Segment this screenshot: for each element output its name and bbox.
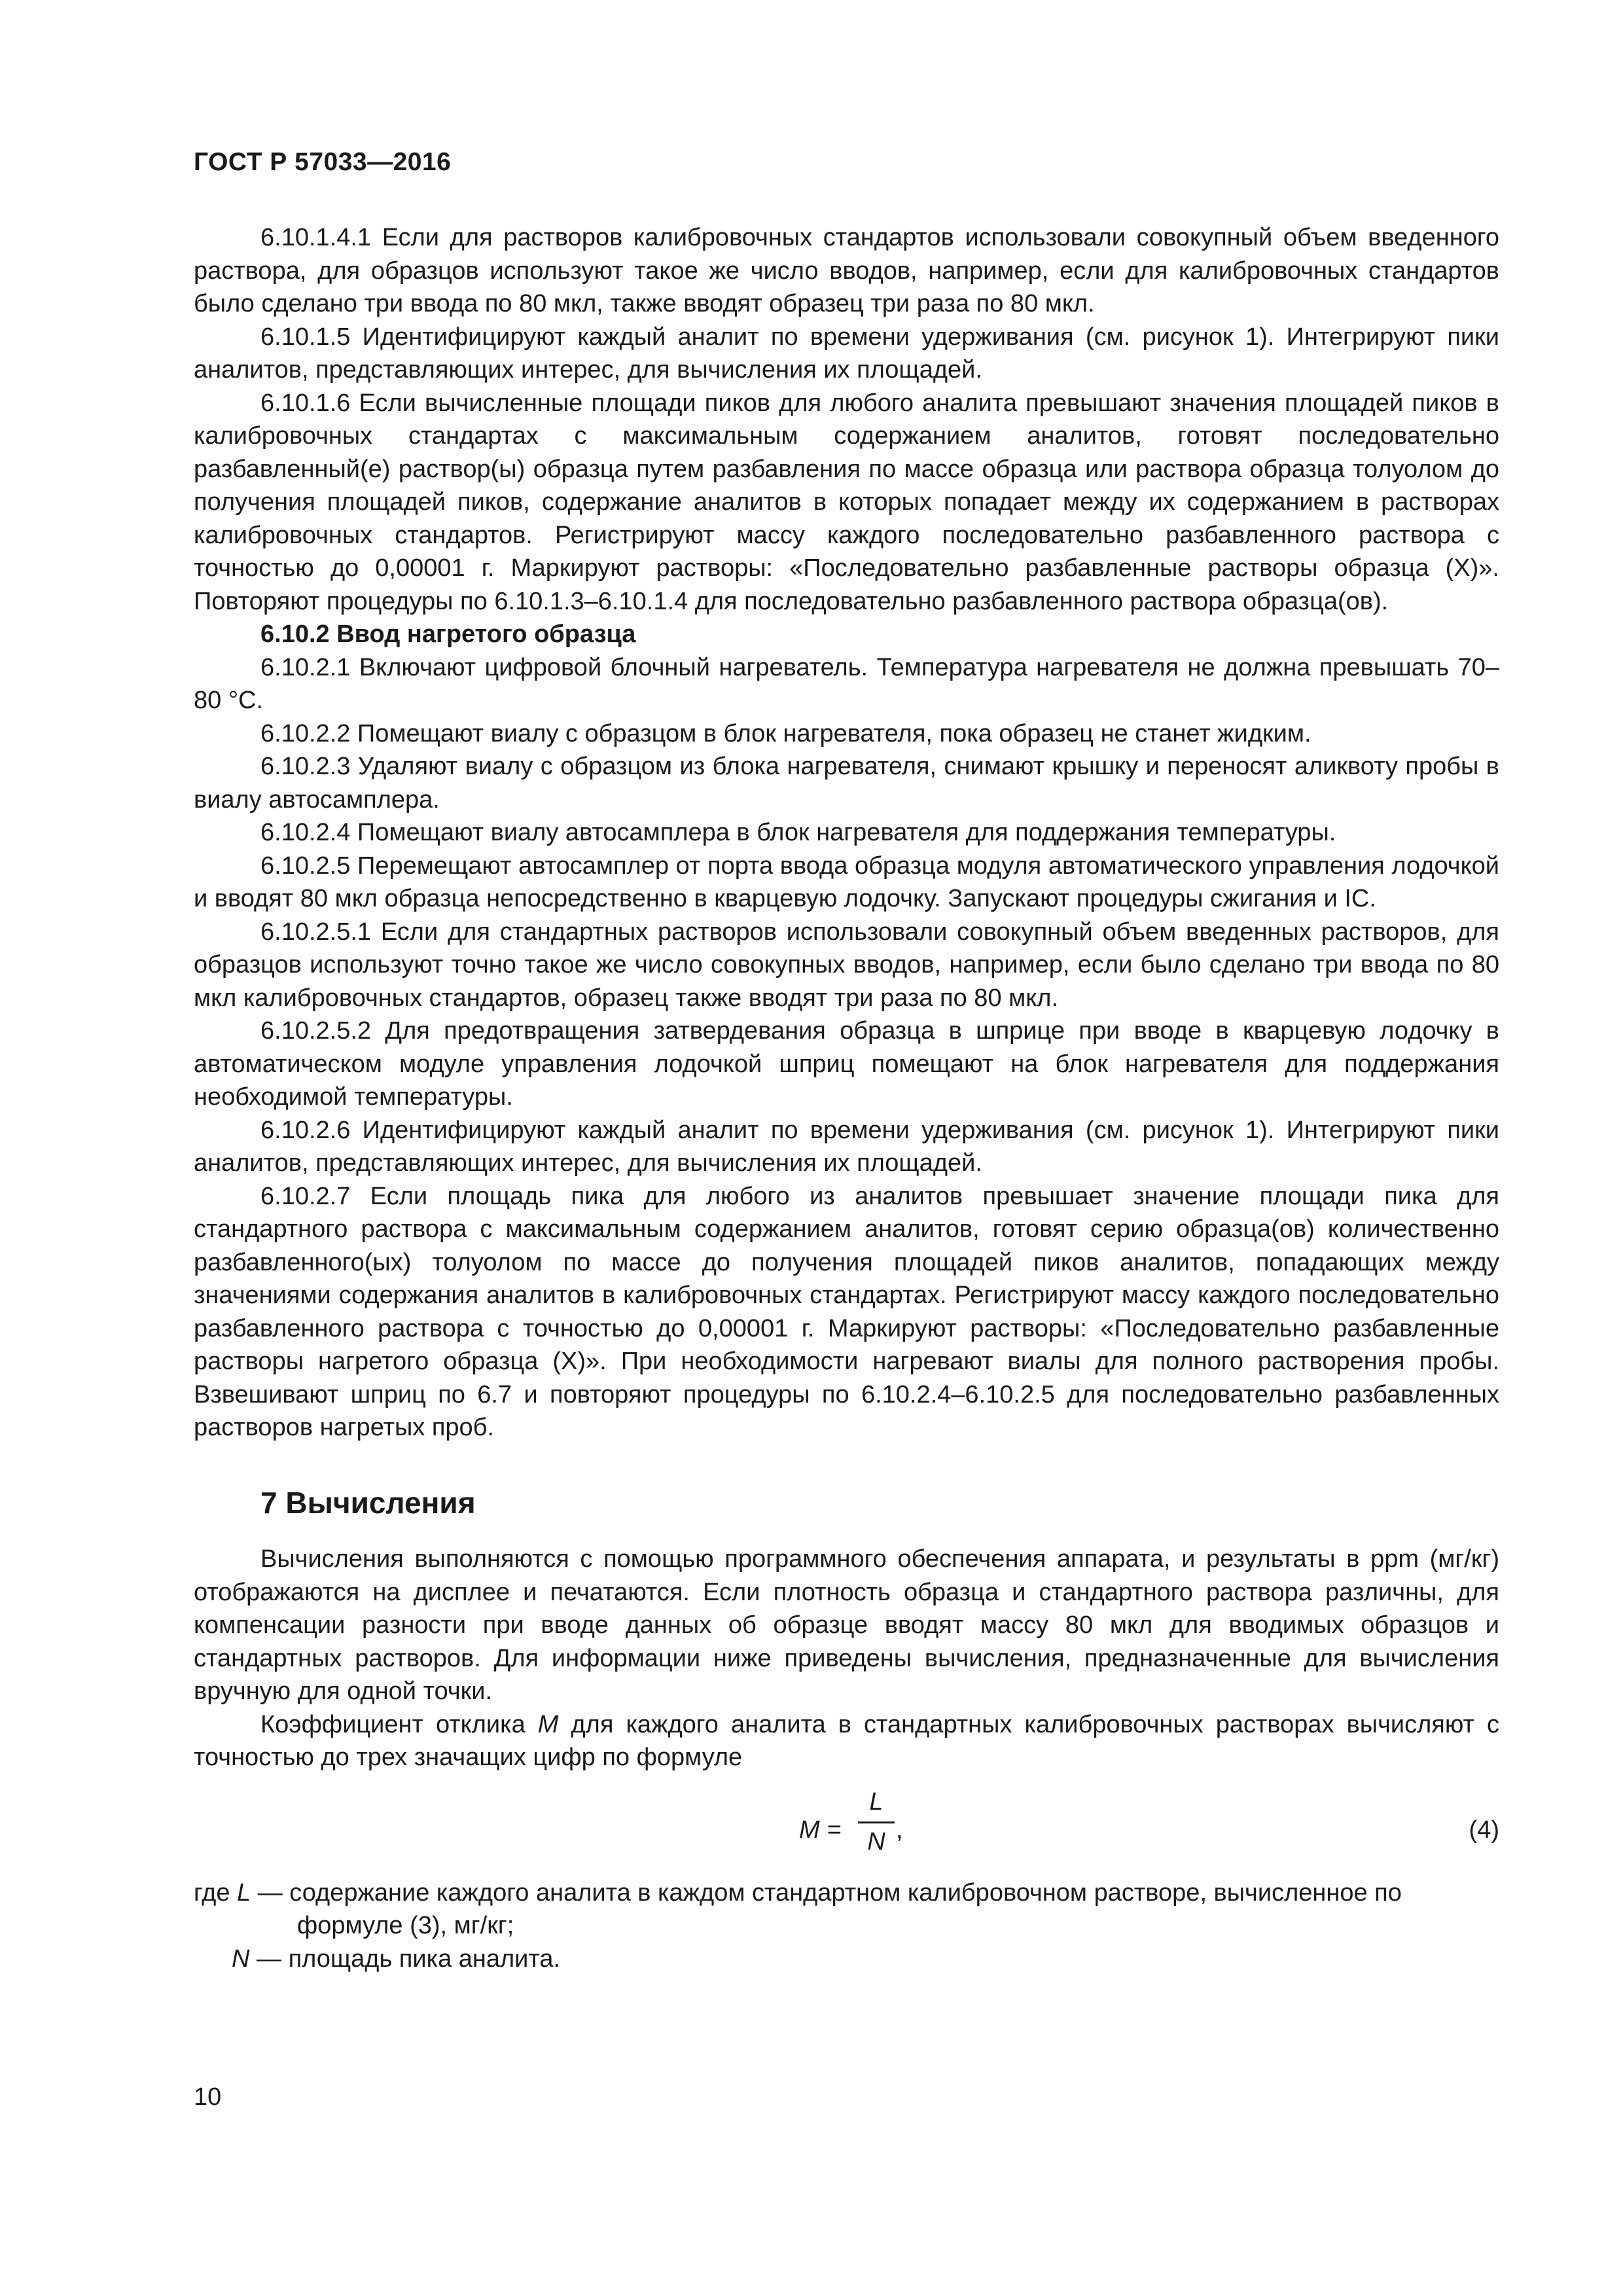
variable-n: N [232,1945,250,1973]
document-code: ГОСТ Р 57033—2016 [194,148,452,176]
paragraph: 6.10.2.1 Включают цифровой блочный нагреватель. Температура нагревателя не должна превышать 70–80 °С. [194,653,1499,714]
paragraph: 6.10.2.6 Идентифицируют каждый аналит по времени удерживания (см. рисунок 1). Интегрируют пики аналитов, представляющих интерес, для вычисления их площадей. [194,1116,1499,1177]
paragraph: 6.10.2.3 Удаляют виалу с образцом из блока нагревателя, снимают крышку и переносят аликвоту пробы в виалу автосамплера. [194,753,1499,814]
fraction-numerator: L [869,1787,883,1816]
paragraph: 6.10.2.4 Помещают виалу автосамплера в блок нагревателя для поддержания температуры. [260,819,1336,846]
paragraph: 6.10.1.5 Идентифицируют каждый аналит по времени удерживания (см. рисунок 1). Интегрируют пики аналитов, представляющих интерес, для вычисления их площадей. [194,323,1499,384]
paragraph: 6.10.2.5.2 Для предотвращения затвердевания образца в шприце при вводе в кварцевую лодочку в автоматическом модуле управления лодочкой шприц помещают на блок нагревателя для поддержания необходимой температуры. [194,1017,1499,1111]
where-n-line [232,1943,1499,1976]
page-body [194,221,1499,1975]
formula-comma: , [896,1816,903,1844]
fraction-bar [858,1821,895,1823]
where-l-continuation: формуле (3), мг/кг; [297,1912,514,1939]
where-n-text: — площадь пика аналита. [249,1945,561,1973]
paragraph [194,1708,1499,1774]
paragraph: 6.10.2.7 Если площадь пика для любого из аналитов превышает значение площади пика для стандартного раствора с максимальным содержанием аналитов, готовят серию образца(ов) количественно разбавленного(ых) толуолом по массе до получения площадей пиков аналитов, попадающих между значениями содержания аналитов в калибровочных стандартах. Регистрируют массу каждого последовательно разбавленного раствора с точностью до 0,00001 г. Маркируют растворы: «Последовательно разбавленные растворы нагретого образца (X)». При необходимости нагревают виалы для полного растворения пробы. Взвешивают шприц по 6.7 и повторяют процедуры по 6.10.2.4–6.10.2.5 для последовательно разбавленных растворов нагретых проб. [194,1182,1499,1441]
fraction [858,1786,895,1857]
paragraph: 6.10.2.2 Помещают виалу с образцом в блок нагревателя, пока образец не станет жидким. [260,719,1311,747]
where-l-text: — содержание каждого аналита в каждом стандартном калибровочном растворе, вычисленное по [251,1878,1402,1907]
subsection-heading: 6.10.2 Ввод нагретого образца [260,620,636,648]
formula-lhs: M = [799,1816,842,1844]
paragraph: 6.10.2.5.1 Если для стандартных растворов использовали совокупный объем введенных растворов, для образцов используют точно такое же число совокупных вводов, например, если было сделано три ввода по 80 мкл калибровочных стандартов, образец также вводят три раза по 80 мкл. [194,918,1499,1012]
section-title: 7 Вычисления [260,1485,476,1520]
fraction-denominator: N [867,1827,885,1856]
formula-number: (4) [1469,1816,1499,1844]
where-prefix: где [194,1878,238,1907]
page-number: 10 [194,2083,222,2111]
paragraph: Вычисления выполняются с помощью программного обеспечения аппарата, и результаты в ppm (мг/кг) отображаются на дисплее и печатаются. Если плотность образца и стандартного раствора различны, для компенсации разности при вводе данных об образце вводят массу 80 мкл для вводимых образцов и стандартных растворов. Для информации ниже приведены вычисления, предназначенные для вычисления вручную для одной точки. [194,1545,1499,1705]
variable-l: L [237,1878,251,1907]
paragraph: 6.10.2.5 Перемещают автосамплер от порта ввода образца модуля автоматического управления лодочкой и вводят 80 мкл образца непосредственно в кварцевую лодочку. Запускают процедуры сжигания и IC. [194,852,1499,912]
variable-m: M [537,1710,559,1738]
where-l-line [194,1876,1499,1910]
text-run: Коэффициент отклика [260,1710,538,1738]
formula-block [194,1786,1499,1870]
text-run: для каждого аналита в стандартных калибровочных растворах вычисляют с точностью до трех значащих цифр по формуле [194,1710,1499,1771]
paragraph: 6.10.1.4.1 Если для растворов калибровочных стандартов использовали совокупный объем введенного раствора, для образцов используют такое же число вводов, например, если для калибровочных стандартов было сделано три ввода по 80 мкл, также вводят образец три раза по 80 мкл. [194,224,1499,317]
paragraph: 6.10.1.6 Если вычисленные площади пиков для любого аналита превышают значения площадей пиков в калибровочных стандартах с максимальным содержанием аналитов, готовят последовательно разбавленный(е) раствор(ы) образца путем разбавления по массе образца или раствора образца толуолом до получения площадей пиков, содержание аналитов в которых попадает между их содержанием в растворах калибровочных стандартов. Регистрируют массу каждого последовательно разбавленного раствора с точностью до 0,00001 г. Маркируют растворы: «Последовательно разбавленные растворы образца (X)». Повторяют процедуры по 6.10.1.3–6.10.1.4 для последовательно разбавленного раствора образца(ов). [194,389,1499,615]
